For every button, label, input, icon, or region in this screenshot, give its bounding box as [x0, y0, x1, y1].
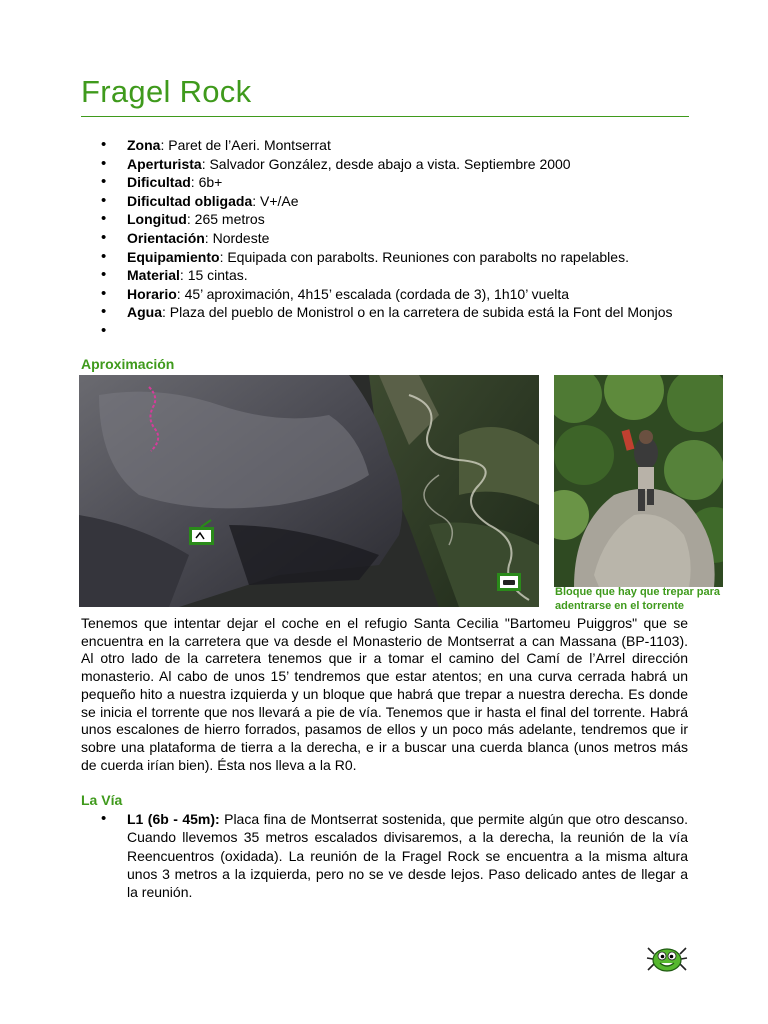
car-marker-icon: [497, 573, 521, 591]
info-label: Horario: [127, 285, 177, 302]
info-item-agua: • Agua: Plaza del pueblo de Monistrol o en la carretera de subida está la Font del Monjos: [100, 303, 673, 322]
info-value: 45’ aproximación, 4h15’ escalada (cordada de 3), 1h10’ vuelta: [184, 285, 570, 302]
info-label: Dificultad obligada: [127, 192, 253, 209]
info-item-dificultad: • Dificultad: 6b+: [100, 173, 673, 192]
via-heading: La Vía: [81, 792, 123, 808]
info-label: Longitud: [127, 211, 187, 228]
aerial-cliff-photo: [79, 375, 539, 607]
spider-logo-icon: [646, 944, 688, 976]
info-value: Paret de l’Aeri. Montserrat: [168, 137, 331, 153]
info-value: 6b+: [198, 174, 223, 191]
page-title: Fragel Rock: [81, 74, 252, 109]
info-item-dificultad-obligada: • Dificultad obligada: V+/Ae: [100, 192, 673, 211]
block-climb-photo: [554, 375, 723, 587]
approach-paragraph: Tenemos que intentar dejar el coche en el refugio Santa Cecilia "Bartomeu Puiggros" que se encuentra en la carretera que va desde el Monasterio de Montserrat a can Massana (BP-1103). Al otro lado de la carretera tenemos que ir a tomar el camino del Camí de l’Arrel dirección monasterio. Al cabo de unos 15’ tendremos que estar atentos; en una curva cerrada habrá un pequeño hito a nuestra izquierda y un bloque que habrá que trepar a nuestra derecha. Es donde se inicia el torrente que nos llevará a pie de vía. Tenemos que ir hasta el final del torrente. Habrá unos escalones de hierro forrados, pasamos de ellos y un poco más adelante, tendremos que ir sobre una plataforma de tierra a la derecha, e ir a buscar una cuerda blanca (unos metros más de cuerda irían bien). Ésta nos lleva a la R0.: [81, 615, 688, 773]
info-item-empty: [100, 322, 673, 341]
info-item-equipamiento: • Equipamiento: Equipada con parabolts. Reuniones con parabolts no rapelables.: [100, 248, 673, 267]
info-label: Aperturista: [127, 155, 202, 172]
route-info-list: [100, 136, 673, 341]
info-label: Material: [127, 267, 180, 284]
approach-heading: Aproximación: [81, 356, 175, 372]
info-value: Salvador González, desde abajo a vista. Septiembre 2000: [209, 155, 571, 172]
info-label: Equipamiento: [127, 248, 220, 265]
info-label: Agua: [127, 304, 162, 321]
photo-caption: Bloque que hay que trepar para adentrarse en el torrente: [555, 586, 721, 612]
pitch-list: [100, 810, 688, 901]
info-value: Equipada con parabolts. Reuniones con parabolts no rapelables.: [227, 248, 629, 265]
info-item-zona: • Zona: Paret de l’Aeri. Montserrat: [100, 136, 673, 155]
info-label: Orientación: [127, 229, 205, 246]
info-item-longitud: • Longitud: 265 metros: [100, 210, 673, 229]
title-divider: [81, 116, 689, 117]
info-label: Zona: [127, 137, 161, 153]
info-value: Plaza del pueblo de Monistrol o en la carretera de subida está la Font del Monjos: [169, 304, 673, 321]
pitch-label: L1 (6b - 45m):: [127, 811, 220, 827]
pitch-item-l1: [100, 810, 688, 901]
info-item-aperturista: • Aperturista: Salvador González, desde abajo a vista. Septiembre 2000: [100, 155, 673, 174]
info-value: V+/Ae: [260, 192, 299, 209]
info-item-horario: • Horario: 45’ aproximación, 4h15’ escalada (cordada de 3), 1h10’ vuelta: [100, 285, 673, 304]
pitch-description: Placa fina de Montserrat sostenida, que permite algún que otro descanso. Cuando llevemos 35 metros escalados divisaremos, a la derecha, la reunión de la vía Reencuentros (oxidada). La reunión de la Fragel Rock se encuentra a la misma altura unos 3 metros a la izquierda, pero no se ve desde lejos. Paso delicado antes de llegar a la reunión.: [127, 811, 689, 901]
info-label: Dificultad: [127, 174, 191, 191]
info-value: Nordeste: [212, 229, 270, 246]
info-item-material: • Material: 15 cintas.: [100, 266, 673, 285]
info-value: 265 metros: [194, 211, 265, 228]
info-item-orientacion: • Orientación: Nordeste: [100, 229, 673, 248]
info-value: 15 cintas.: [187, 267, 248, 284]
